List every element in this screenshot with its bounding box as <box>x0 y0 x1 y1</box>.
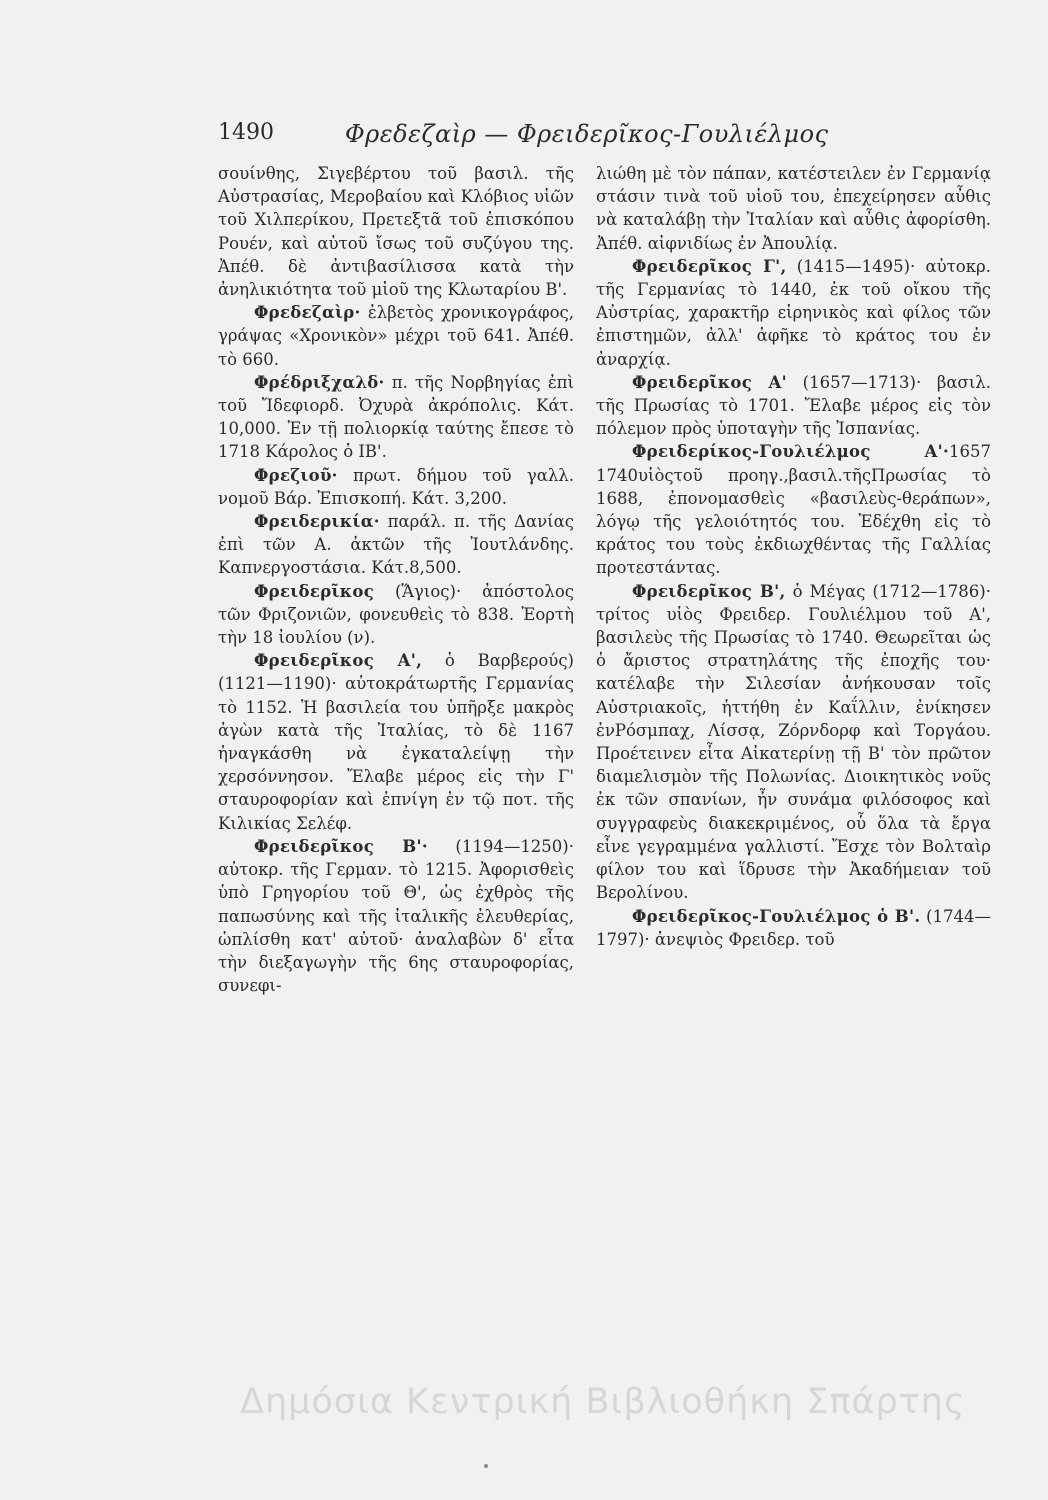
dictionary-entry <box>218 371 574 464</box>
entry-headword: Φρεδεζαὶρ· <box>254 303 361 323</box>
entry-text: ὁ Μέγας (1712—1786)· τρίτος υἱὸς Φρειδερ. Γουλιέλμου τοῦ Α', βασιλεὺς τῆς Πρωσίας τὸ 1740. Θεωρεῖται ὡς ὁ ἄριστος στρατηλάτης τῆς ἐποχῆς του· κατέλαβε τὴν Σιλεσίαν ἀνήκουσαν τοῖς Αὐστριακοῖς, ἡττήθη ἐν Καΐλλιν, ἐνίκησεν ἐνΡόσμπαχ, Λίσσᾳ, Ζόρνδορφ καὶ Τοργάου. Προέτεινεν εἶτα Αἰκατερίνῃ τῇ Β' τὸν πρῶτον διαμελισμὸν τῆς Πολωνίας. Διοικητικὸς νοῦς ἐκ τῶν σπανίων, ἦν συνάμα φιλόσοφος καὶ συγγραφεὺς διακεκριμένος, οὗ ὅλα τὰ ἔργα εἶνε γεγραμμένα γαλλιστί. Ἔσχε τὸν Βολταὶρ φίλον του καὶ ἵδρυσε τὴν Ἀκαδήμειαν τοῦ Βερολίνου. <box>596 581 991 903</box>
scan-speck <box>484 1464 488 1468</box>
entry-text: (1744—1797)· ἀνεψιὸς Φρειδερ. τοῦ <box>596 906 991 949</box>
entry-text: (1415—1495)· αὐτοκρ. τῆς Γερμανίας τὸ 1440, ἐκ τοῦ οἴκου τῆς Αὐστρίας, χαρακτῆρ εἰρηνικὸς καὶ φίλος τῶν ἐπιστημῶν, ἀλλ' ἀφῆκε τὸ κράτος του ἐν ἀναρχίᾳ. <box>596 256 992 369</box>
entry-headword: Φρειδερῖκος Α' <box>632 372 787 392</box>
paragraph-text: λιώθη μὲ τὸν πάπαν, κατέστειλεν ἐν Γερμανίᾳ στάσιν τινὰ τοῦ υἱοῦ του, ἐπεχείρησεν αὖθις νὰ καταλάβῃ τὴν Ἰταλίαν καὶ αὖθις ἀφορίσθη. Ἀπέθ. αἰφνιδίως ἐν Ἀπουλίᾳ. <box>596 164 991 253</box>
entry-headword: Φρεζιοῦ· <box>254 465 338 485</box>
dictionary-entry <box>596 371 991 441</box>
entry-text: πρωτ. δήμου τοῦ γαλλ. νομοῦ Βάρ. Ἐπισκοπή. Κάτ. 3,200. <box>218 465 574 508</box>
dictionary-entry <box>596 255 991 371</box>
dictionary-entry <box>218 835 574 997</box>
entry-headword: Φρειδερῖκος Β', <box>632 581 786 601</box>
right-column <box>596 162 991 951</box>
entry-headword: Φρειδερῖκος Β'· <box>254 836 428 856</box>
running-title: Φρεδεζαὶρ — Φρειδερῖκος-Γουλιέλμος <box>345 120 829 148</box>
entry-headword: Φρέδριξχαλδ· <box>254 372 385 392</box>
entry-headword: Φρειδερῖκος Α', <box>254 651 423 671</box>
dictionary-entry <box>596 905 991 951</box>
entry-text: 1657 1740υἱὸςτοῦ προηγ.,βασιλ.τῆςΠρωσίας τὸ 1688, ἐπονομασθεὶς «βασιλεὺς-θεράπων», λόγῳ τῆς γελοιότητός του. Ἐδέχθη εἰς τὸ κράτος του τοὺς ἐκδιωχθέντας τῆς Γαλλίας προτεστάντας. <box>596 442 991 578</box>
entry-text: παράλ. π. τῆς Δανίας ἐπὶ τῶν Α. ἀκτῶν τῆς Ἰουτλάνδης. Καπνεργοστάσια. Κάτ.8,500. <box>218 512 574 578</box>
dictionary-entry <box>596 440 991 579</box>
dictionary-entry <box>218 580 574 650</box>
entry-text: (1194—1250)· αὐτοκρ. τῆς Γερμαν. τὸ 1215. Ἀφορισθεὶς ὑπὸ Γρηγορίου τοῦ Θ', ὡς ἐχθρὸς τῆς παπωσύνης καὶ τῆς ἰταλικῆς ἐλευθερίας, ὡπλίσθη κατ' αὐτοῦ· ἀναλαβὼν δ' εἶτα τὴν διεξαγωγὴν τῆς 6ης σταυροφορίας, συνεφι- <box>218 836 574 996</box>
dictionary-entry <box>218 301 574 371</box>
dictionary-entry <box>218 649 574 835</box>
page-number: 1490 <box>218 120 274 145</box>
entry-text: ἐλβετὸς χρονικογράφος, γράψας «Χρονικὸν» μέχρι τοῦ 641. Ἀπέθ. τὸ 660. <box>218 303 574 369</box>
paragraph <box>218 162 574 301</box>
dictionary-entry <box>596 580 991 905</box>
entry-headword: Φρειδερῖκος <box>254 581 375 601</box>
paragraph-text: σουίνθης, Σιγεβέρτου τοῦ βασιλ. τῆς Αὐστρασίας, Μεροβαίου καὶ Κλόβιος υἱῶν τοῦ Χιλπερίκου, Πρετεξτᾶ τοῦ ἐπισκόπου Ρουέν, καὶ αὐτοῦ ἴσως τοῦ συζύγου της. Ἀπέθ. δὲ ἀντιβασίλισσα κατὰ τὴν ἀνηλικιότητα τοῦ μἱοῦ της Κλωταρίου Β'. <box>218 164 574 300</box>
paragraph <box>596 162 991 255</box>
entry-headword: Φρειδερικία· <box>254 512 380 532</box>
entry-text: (1657—1713)· βασιλ. τῆς Πρωσίας τὸ 1701. Ἔλαβε μέρος εἰς τὸν πόλεμον πρὸς ὑποταγὴν τῆς Ἰσπανίας. <box>596 372 991 439</box>
entry-text: (Ἅγιος)· ἀπόστολος τῶν Φριζονιῶν, φονευθεὶς τὸ 838. Ἑορτὴ τὴν 18 ἰουλίου (ν). <box>218 581 574 648</box>
entry-headword: Φρειδερίκος-Γουλιέλμος Α'· <box>632 442 949 462</box>
entry-text: π. τῆς Νορβηγίας ἐπὶ τοῦ Ἴδεφιορδ. Ὀχυρὰ ἀκρόπολις. Κάτ. 10,000. Ἐν τῇ πολιορκίᾳ ταύτης ἔπεσε τὸ 1718 Κάρολος ὁ ΙΒ'. <box>218 372 574 462</box>
entry-text: ὁ Βαρβερούς) (1121—1190)· αὐτοκράτωρτῆς Γερμανίας τὸ 1152. Ἡ βασιλεία του ὑπῆρξε μακρὸς ἀγὼν κατὰ τῆς Ἰταλίας, τὸ δὲ 1167 ἠναγκάσθη νὰ ἐγκαταλείψῃ τὴν χερσόννησον. Ἔλαβε μέρος εἰς τὴν Γ' σταυροφορίαν καὶ ἐπνίγη ἐν τῷ ποτ. τῆς Κιλικίας Σελέφ. <box>218 651 574 833</box>
dictionary-entry <box>218 464 574 510</box>
entry-headword: Φρειδερῖκος-Γουλιέλμος ὁ Β'. <box>632 906 921 926</box>
library-watermark: Δημόσια Κεντρική Βιβλιοθήκη Σπάρτης <box>240 1382 966 1422</box>
entry-headword: Φρειδερῖκος Γ', <box>632 256 787 276</box>
dictionary-entry <box>218 510 574 580</box>
left-column <box>218 162 574 997</box>
